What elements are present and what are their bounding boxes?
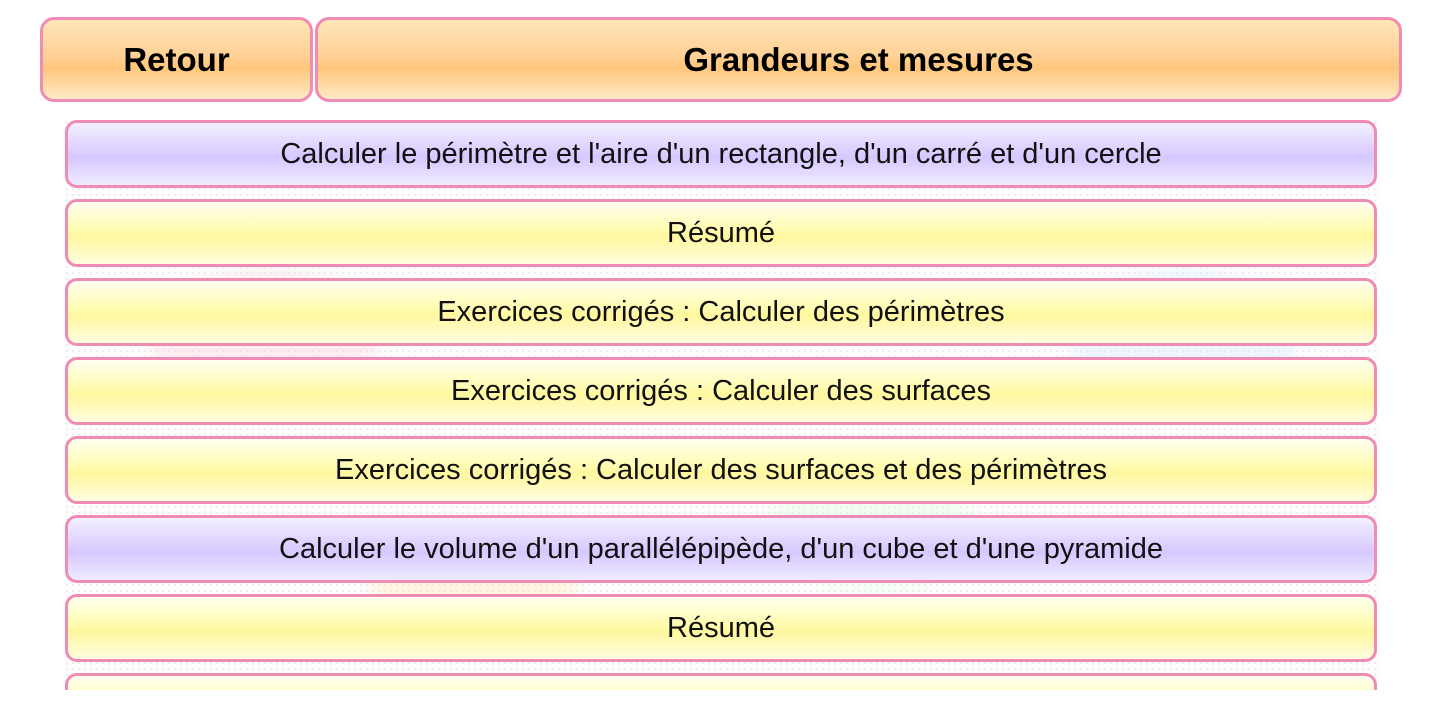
section-header-perimeter-area[interactable]: Calculer le périmètre et l'aire d'un rectangle, d'un carré et d'un cercle: [65, 120, 1377, 188]
list-item-partial[interactable]: [65, 673, 1377, 690]
list-item-exercises-surfaces[interactable]: Exercices corrigés : Calculer des surfaces: [65, 357, 1377, 425]
list-item-summary-1[interactable]: Résumé: [65, 199, 1377, 267]
section-header-volume[interactable]: Calculer le volume d'un parallélépipède, d'un cube et d'une pyramide: [65, 515, 1377, 583]
menu-list[interactable]: [64, 120, 1380, 690]
back-button[interactable]: Retour: [40, 17, 313, 102]
list-item-exercises-surfaces-perimeters[interactable]: Exercices corrigés : Calculer des surfaces et des périmètres: [65, 436, 1377, 504]
header-bar: [40, 17, 1402, 106]
list-item-summary-2[interactable]: Résumé: [65, 594, 1377, 662]
list-item-exercises-perimeters[interactable]: Exercices corrigés : Calculer des périmètres: [65, 278, 1377, 346]
page-title: Grandeurs et mesures: [315, 17, 1402, 102]
